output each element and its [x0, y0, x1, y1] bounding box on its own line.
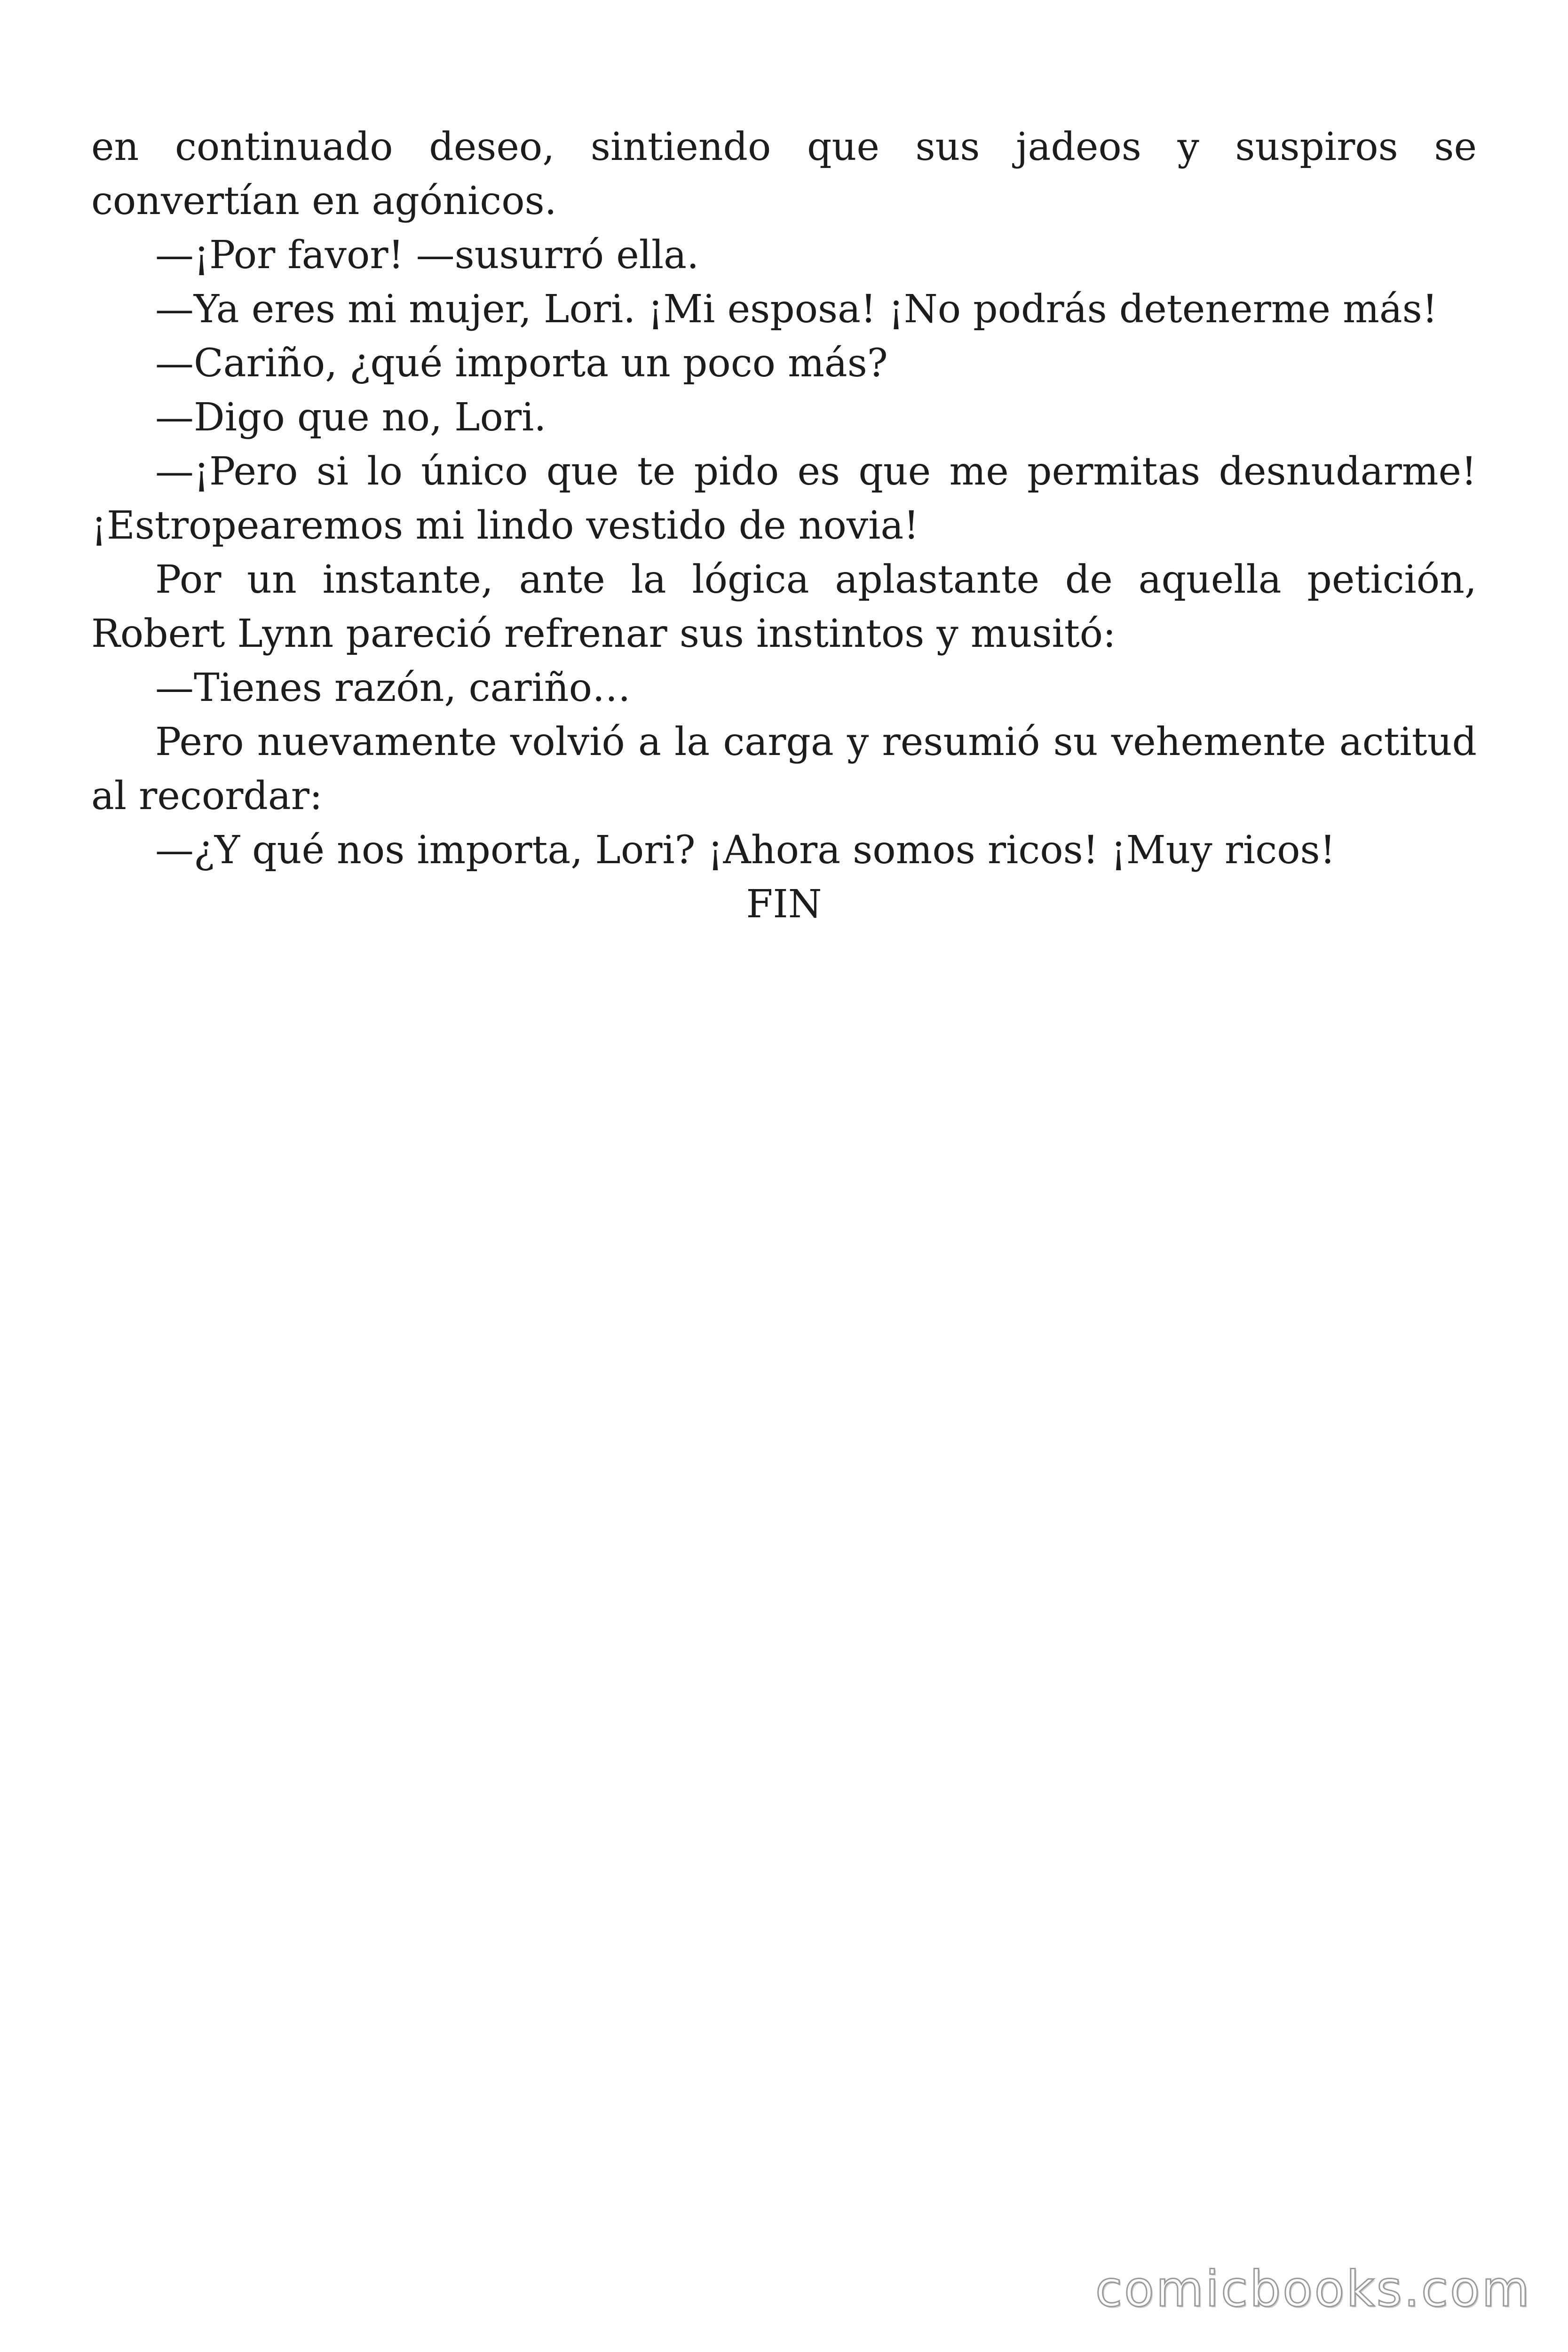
paragraph-dialogue: —¡Por favor! —susurró ella. — [155, 233, 699, 278]
watermark-text: comicbooks.com — [1095, 2260, 1531, 2318]
paragraph-dialogue: —Ya eres mi mujer, Lori. ¡Mi esposa! ¡No podrás detenerme más! — [155, 287, 1438, 332]
paragraph-dialogue: —Tienes razón, cariño… — [155, 666, 631, 710]
end-label: FIN — [746, 882, 822, 927]
paragraph-dialogue: —Digo que no, Lori. — [155, 395, 546, 440]
paragraph-narration: Por un instante, ante la lógica aplastante de aquella petición, Robert Lynn pareció refrenar sus instintos y musitó: — [91, 557, 1477, 656]
body-text — [91, 120, 1477, 931]
paragraph-narration: Pero nuevamente volvió a la carga y resumió su vehemente actitud al recordar: — [91, 720, 1477, 818]
paragraph-dialogue: —¿Y qué nos importa, Lori? ¡Ahora somos ricos! ¡Muy ricos! — [155, 828, 1336, 873]
paragraph-dialogue: —¡Pero si lo único que te pido es que me permitas desnudarme! ¡Estropearemos mi lindo vestido de novia! — [91, 449, 1477, 548]
paragraph-continuation: en continuado deseo, sintiendo que sus jadeos y suspiros se convertían en agónicos. — [91, 125, 1477, 223]
paragraph-dialogue: —Cariño, ¿qué importa un poco más? — [155, 341, 888, 386]
